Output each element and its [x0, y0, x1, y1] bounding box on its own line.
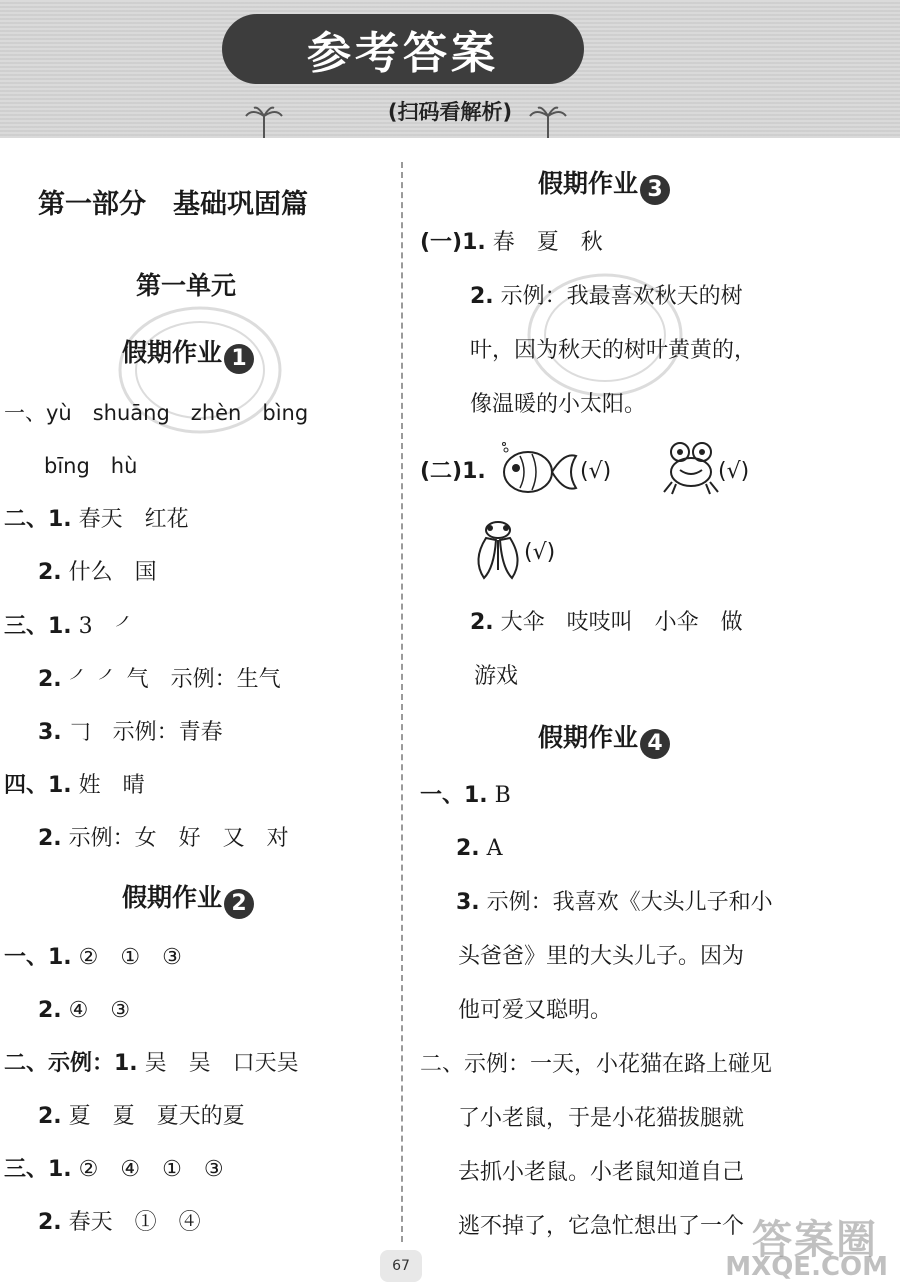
answer-text: B — [487, 783, 511, 808]
answer-text: ② ① ③ — [71, 945, 182, 970]
answer-text: 大伞 吱吱叫 小伞 做 — [493, 610, 743, 635]
section-number-badge: 4 — [640, 729, 670, 759]
answer-text: 夏 夏 夏天的夏 — [61, 1104, 245, 1129]
answer-label: (一)1. — [420, 230, 486, 255]
answer-line — [4, 1155, 224, 1185]
answer-label: 二、示例：1. — [4, 1051, 138, 1076]
answer-label: 2. — [38, 1104, 62, 1129]
section-number-badge: 3 — [640, 175, 670, 205]
section-heading-label: 假期作业 — [122, 338, 223, 367]
page-title: 参考答案 — [307, 28, 499, 79]
answer-line: 逃不掉了，它急忙想出了一个 — [458, 1214, 745, 1239]
answer-text: 示例：女 好 又 对 — [61, 826, 289, 851]
check-mark: (√) — [718, 459, 750, 484]
answer-label: 2. — [38, 1210, 62, 1235]
answer-text: ② ④ ① ③ — [71, 1157, 224, 1182]
column-divider — [401, 162, 403, 1242]
answer-line — [38, 665, 281, 695]
answer-line — [38, 1208, 201, 1238]
answer-label: 三、1. — [4, 1157, 72, 1182]
page-number: 67 — [380, 1250, 422, 1282]
answer-label: 一、1. — [420, 783, 488, 808]
answer-line — [4, 943, 182, 973]
answer-line — [4, 1049, 299, 1079]
section-number-badge: 1 — [224, 344, 254, 374]
answer-label: 2. — [470, 284, 494, 309]
answer-text: 春天 ① ④ — [61, 1210, 201, 1235]
answer-line — [4, 505, 189, 535]
answer-label: 2. — [38, 667, 62, 692]
answer-line — [456, 834, 503, 864]
answer-line — [4, 771, 145, 801]
check-mark: (√) — [580, 459, 612, 484]
answer-text: 春天 红花 — [71, 507, 189, 532]
part-title: 第一部分 基础巩固篇 — [38, 189, 308, 220]
answer-line: 二、示例：一天，小花猫在路上碰见 — [420, 1052, 773, 1077]
answer-line: 了小老鼠，于是小花猫拔腿就 — [458, 1106, 745, 1131]
fish-icon — [498, 442, 580, 500]
answer-label: 2. — [38, 826, 62, 851]
answer-line — [420, 457, 486, 487]
site-watermark — [704, 1208, 894, 1282]
watermark-bottom-text: MXQE.COM — [725, 1252, 888, 1282]
answer-label: 二、1. — [4, 507, 72, 532]
answer-label: 一、1. — [4, 945, 72, 970]
answer-text: 什么 国 — [61, 560, 157, 585]
answer-text: 春 夏 秋 — [485, 230, 603, 255]
section-heading-hw2 — [122, 882, 254, 919]
answer-label: 2. — [38, 560, 62, 585]
answer-label: 2. — [38, 998, 62, 1023]
answer-text: 𠃌 示例：青春 — [61, 720, 223, 745]
header-banner — [0, 0, 900, 138]
section-heading-hw3 — [538, 168, 670, 205]
watermark-top-text: 答案圈 — [752, 1217, 878, 1263]
answer-label: 三、1. — [4, 614, 72, 639]
answer-text: 姓 晴 — [71, 773, 145, 798]
answer-line — [470, 282, 743, 312]
answer-label: (二)1. — [420, 459, 486, 484]
answer-line — [420, 781, 511, 811]
check-mark: (√) — [524, 540, 556, 565]
answer-line — [38, 558, 157, 588]
answer-line: 像温暖的小太阳。 — [470, 392, 647, 417]
answer-line — [4, 612, 137, 642]
answer-label: 四、1. — [4, 773, 72, 798]
answer-label: 2. — [470, 610, 494, 635]
section-heading-label: 假期作业 — [122, 883, 223, 912]
answer-text: 吴 吴 口天吴 — [137, 1051, 299, 1076]
answer-text: 示例：我喜欢《大头儿子和小 — [479, 890, 773, 915]
subtitle: (扫码看解析) — [387, 100, 513, 124]
title-pill — [222, 14, 584, 84]
answer-line: 他可爱又聪明。 — [458, 998, 613, 1023]
answer-text: 3 ㇒ — [71, 614, 137, 639]
section-heading-hw1 — [122, 337, 254, 374]
palm-tree-icon — [244, 104, 284, 138]
answer-text: A — [479, 836, 503, 861]
answer-line — [38, 824, 289, 854]
answer-label: 2. — [456, 836, 480, 861]
answer-line — [456, 888, 773, 918]
answer-line: 头爸爸》里的大头儿子。因为 — [458, 944, 745, 969]
answer-text: ㇒ ㇒ 气 示例：生气 — [61, 667, 281, 692]
answer-line — [38, 718, 223, 748]
answer-label: 3. — [456, 890, 480, 915]
cicada-icon — [470, 518, 526, 582]
unit-title: 第一单元 — [136, 271, 237, 300]
answer-text: 示例：我最喜欢秋天的树 — [493, 284, 743, 309]
section-heading-hw4 — [538, 722, 670, 759]
answer-line: bīng hù — [44, 454, 138, 478]
answer-line: 去抓小老鼠。小老鼠知道自己 — [458, 1160, 745, 1185]
answer-line — [38, 1102, 245, 1132]
answer-line: 一、yù shuāng zhèn bìng — [4, 401, 309, 425]
answer-line — [420, 228, 603, 258]
section-number-badge: 2 — [224, 889, 254, 919]
answer-label: 3. — [38, 720, 62, 745]
answer-line: 叶，因为秋天的树叶黄黄的， — [470, 338, 757, 363]
section-heading-label: 假期作业 — [538, 169, 639, 198]
answer-line — [470, 608, 743, 638]
section-heading-label: 假期作业 — [538, 723, 639, 752]
answer-line: 游戏 — [474, 664, 519, 689]
answer-line — [38, 996, 130, 1026]
palm-tree-icon — [528, 104, 568, 138]
frog-icon — [662, 440, 720, 496]
answer-text: ④ ③ — [61, 998, 131, 1023]
